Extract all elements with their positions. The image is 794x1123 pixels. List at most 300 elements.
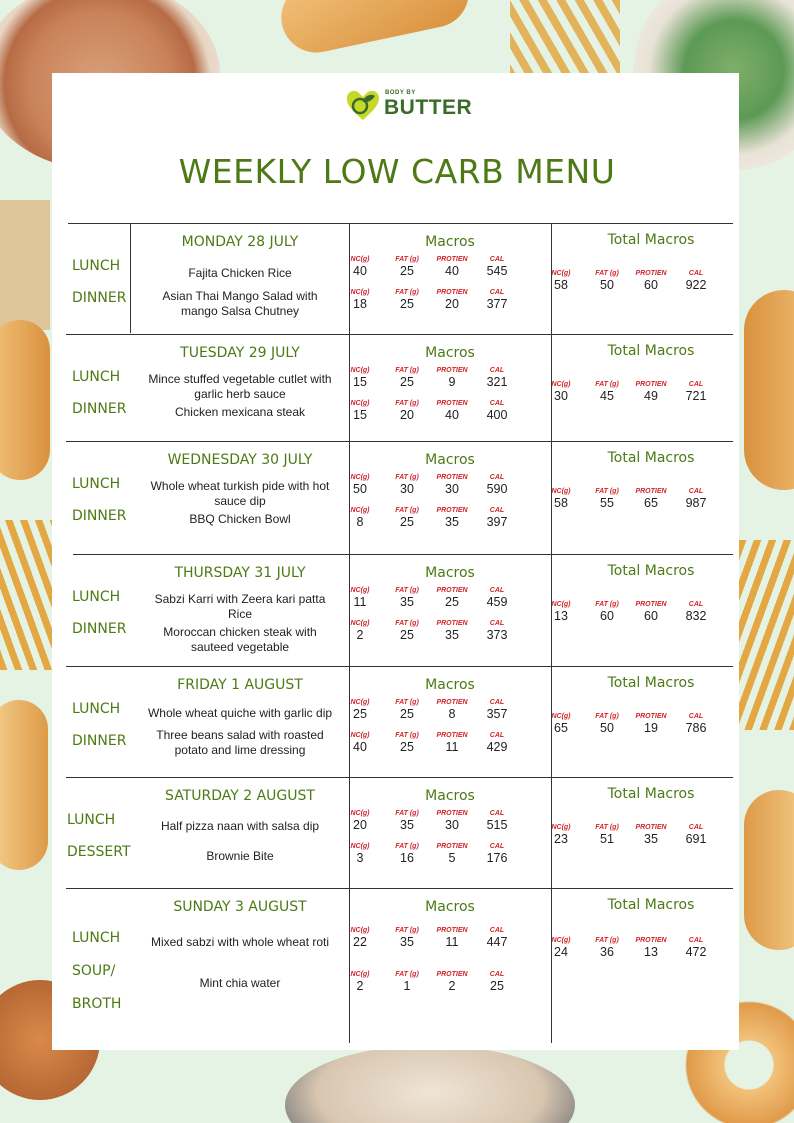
macro-value: 25	[400, 515, 414, 529]
macro-cell	[477, 842, 517, 866]
macro-cell	[387, 586, 427, 610]
total-macro-value: 65	[554, 721, 568, 735]
macro-label: FAT (g)	[395, 810, 419, 817]
total-macro-value: 65	[644, 496, 658, 510]
total-macros-heading: Total Macros	[607, 450, 695, 466]
macro-label: NC(g)	[350, 587, 370, 594]
macro-label: FAT (g)	[395, 256, 419, 263]
total-macro-cell	[631, 936, 671, 960]
macro-label: PROTIEN	[436, 971, 468, 978]
macro-cell	[340, 366, 380, 390]
macro-label: NC(g)	[551, 381, 571, 388]
macro-value: 15	[353, 408, 367, 422]
total-macro-value: 13	[644, 945, 658, 959]
macros-heading: Macros	[425, 788, 475, 804]
macro-cell	[477, 970, 517, 994]
macro-value: 30	[445, 482, 459, 496]
macro-cell	[432, 255, 472, 279]
total-macro-value: 60	[600, 609, 614, 623]
macro-label: PROTIEN	[635, 937, 667, 944]
macro-cell	[432, 366, 472, 390]
macro-label: FAT (g)	[595, 713, 619, 720]
total-macro-value: 922	[685, 278, 707, 292]
macro-label: CAL	[489, 367, 505, 374]
total-macro-cell	[587, 487, 627, 511]
macro-label: FAT (g)	[595, 381, 619, 388]
macro-value: 11	[445, 935, 459, 949]
macro-value: 40	[353, 264, 367, 278]
wheat-image	[510, 0, 620, 80]
total-macro-value: 51	[600, 832, 614, 846]
total-macro-cell	[631, 712, 671, 736]
macro-label: NC(g)	[350, 507, 370, 514]
macro-value: 35	[445, 515, 459, 529]
macro-cell	[432, 809, 472, 833]
macro-label: FAT (g)	[395, 620, 419, 627]
macro-cell	[477, 619, 517, 643]
macro-value: 176	[486, 851, 508, 865]
meal-label: LUNCH	[72, 476, 121, 492]
macro-label: PROTIEN	[635, 824, 667, 831]
macro-label: NC(g)	[350, 927, 370, 934]
total-macro-cell	[631, 269, 671, 293]
total-macro-cell	[587, 269, 627, 293]
macro-cell	[432, 842, 472, 866]
macro-label: FAT (g)	[395, 927, 419, 934]
macro-cell	[432, 399, 472, 423]
macro-value: 50	[353, 482, 367, 496]
macro-value: 397	[486, 515, 508, 529]
macro-cell	[340, 926, 380, 950]
macro-cell	[340, 619, 380, 643]
macro-value: 377	[486, 297, 508, 311]
brand-logo	[345, 86, 473, 126]
macro-label: PROTIEN	[436, 927, 468, 934]
macro-label: FAT (g)	[595, 824, 619, 831]
macro-cell	[477, 698, 517, 722]
macro-value: 447	[486, 935, 508, 949]
dish-name: Mint chia water	[199, 976, 281, 990]
total-macro-value: 50	[600, 721, 614, 735]
macro-label: FAT (g)	[395, 971, 419, 978]
macro-cell	[387, 809, 427, 833]
macro-label: CAL	[489, 289, 505, 296]
macro-value: 590	[486, 482, 508, 496]
macro-label: CAL	[489, 474, 505, 481]
dish-name: Whole wheat quiche with garlic dip	[147, 706, 333, 720]
total-macro-value: 60	[644, 278, 658, 292]
macro-label: FAT (g)	[595, 601, 619, 608]
macro-value: 25	[445, 595, 459, 609]
macro-value: 2	[356, 979, 364, 993]
total-macro-cell	[676, 269, 716, 293]
macro-label: NC(g)	[551, 937, 571, 944]
total-macro-value: 58	[554, 278, 568, 292]
total-macro-cell	[676, 600, 716, 624]
meal-label: DINNER	[72, 290, 127, 306]
total-macro-value: 49	[644, 389, 658, 403]
column-divider	[130, 223, 131, 333]
total-macros-heading: Total Macros	[607, 232, 695, 248]
bread-loaf-image	[744, 290, 794, 490]
macro-label: NC(g)	[350, 699, 370, 706]
row-divider	[68, 223, 733, 224]
day-heading: FRIDAY 1 AUGUST	[177, 677, 303, 693]
macro-cell	[387, 366, 427, 390]
macro-label: NC(g)	[350, 367, 370, 374]
macro-cell	[387, 399, 427, 423]
macro-label: CAL	[688, 381, 704, 388]
total-macro-cell	[631, 823, 671, 847]
macro-cell	[340, 255, 380, 279]
macro-label: CAL	[688, 937, 704, 944]
total-macro-value: 60	[644, 609, 658, 623]
macro-label: CAL	[489, 507, 505, 514]
macro-value: 5	[448, 851, 456, 865]
macro-cell	[340, 809, 380, 833]
macro-value: 25	[400, 707, 414, 721]
macro-label: PROTIEN	[436, 699, 468, 706]
macro-label: FAT (g)	[595, 270, 619, 277]
row-divider	[66, 888, 733, 889]
macro-value: 9	[448, 375, 456, 389]
macro-cell	[477, 473, 517, 497]
macro-value: 321	[486, 375, 508, 389]
row-divider	[66, 334, 733, 335]
macro-label: CAL	[688, 824, 704, 831]
macro-value: 40	[445, 408, 459, 422]
macro-value: 25	[400, 740, 414, 754]
macros-heading: Macros	[425, 452, 475, 468]
macro-value: 8	[448, 707, 456, 721]
macro-label: PROTIEN	[436, 289, 468, 296]
macro-label: CAL	[688, 488, 704, 495]
total-macros-heading: Total Macros	[607, 675, 695, 691]
macro-label: CAL	[489, 620, 505, 627]
macro-value: 1	[403, 979, 411, 993]
macro-label: FAT (g)	[395, 699, 419, 706]
macro-label: CAL	[688, 713, 704, 720]
total-macro-value: 35	[644, 832, 658, 846]
macro-cell	[340, 698, 380, 722]
macro-cell	[387, 970, 427, 994]
macro-label: CAL	[489, 256, 505, 263]
macro-cell	[477, 399, 517, 423]
dish-name: BBQ Chicken Bowl	[189, 512, 291, 526]
macros-heading: Macros	[425, 345, 475, 361]
total-macro-cell	[541, 269, 581, 293]
macro-cell	[432, 473, 472, 497]
total-macro-cell	[541, 936, 581, 960]
macro-label: NC(g)	[350, 620, 370, 627]
dish-name: Sabzi Karri with Zeera kari patta Rice	[154, 592, 326, 621]
total-macro-cell	[631, 380, 671, 404]
macro-value: 2	[356, 628, 364, 642]
meal-label: DINNER	[72, 508, 127, 524]
macro-label: FAT (g)	[395, 732, 419, 739]
dish-name: Half pizza naan with salsa dip	[160, 819, 320, 833]
macro-label: PROTIEN	[436, 810, 468, 817]
macro-value: 25	[353, 707, 367, 721]
macro-label: NC(g)	[350, 843, 370, 850]
macro-value: 3	[356, 851, 364, 865]
total-macro-cell	[676, 823, 716, 847]
total-macro-cell	[587, 600, 627, 624]
macro-label: PROTIEN	[436, 732, 468, 739]
macro-label: CAL	[489, 699, 505, 706]
macro-value: 459	[486, 595, 508, 609]
dish-name: Mince stuffed vegetable cutlet with garlic herb sauce	[148, 372, 332, 401]
macro-label: CAL	[489, 587, 505, 594]
macro-cell	[387, 731, 427, 755]
dish-name: Moroccan chicken steak with sauteed vegetable	[163, 625, 317, 654]
macro-value: 25	[400, 628, 414, 642]
meal-label: LUNCH	[72, 369, 121, 385]
brand-name: BUTTER	[384, 96, 473, 119]
macro-label: CAL	[489, 400, 505, 407]
total-macro-cell	[631, 487, 671, 511]
total-macro-value: 23	[554, 832, 568, 846]
macro-value: 20	[445, 297, 459, 311]
macro-cell	[477, 586, 517, 610]
macro-value: 2	[448, 979, 456, 993]
macro-value: 357	[486, 707, 508, 721]
macro-label: FAT (g)	[395, 507, 419, 514]
macro-label: FAT (g)	[395, 367, 419, 374]
macro-label: NC(g)	[350, 289, 370, 296]
macro-value: 40	[445, 264, 459, 278]
macro-label: NC(g)	[551, 824, 571, 831]
macro-label: CAL	[489, 971, 505, 978]
macro-cell	[340, 731, 380, 755]
macro-label: FAT (g)	[395, 400, 419, 407]
macro-cell	[387, 619, 427, 643]
macro-cell	[387, 698, 427, 722]
macro-cell	[387, 473, 427, 497]
macro-label: CAL	[489, 927, 505, 934]
day-heading: MONDAY 28 JULY	[181, 234, 299, 250]
total-macro-value: 472	[685, 945, 707, 959]
macro-cell	[477, 809, 517, 833]
macro-cell	[432, 970, 472, 994]
macro-cell	[387, 255, 427, 279]
macro-cell	[477, 366, 517, 390]
bread-image	[744, 790, 794, 950]
macro-cell	[340, 586, 380, 610]
macro-label: CAL	[489, 810, 505, 817]
macro-cell	[340, 399, 380, 423]
macro-label: FAT (g)	[595, 488, 619, 495]
total-macro-value: 13	[554, 609, 568, 623]
macro-cell	[477, 731, 517, 755]
dish-name: Fajita Chicken Rice	[188, 266, 292, 280]
page-title: WEEKLY LOW CARB MENU	[178, 152, 616, 191]
macro-label: PROTIEN	[436, 400, 468, 407]
meal-label: DINNER	[72, 621, 127, 637]
macro-label: PROTIEN	[436, 620, 468, 627]
total-macro-value: 832	[685, 609, 707, 623]
macro-cell	[477, 926, 517, 950]
total-macro-value: 55	[600, 496, 614, 510]
macro-label: NC(g)	[350, 400, 370, 407]
day-heading: THURSDAY 31 JULY	[174, 565, 306, 581]
macro-label: PROTIEN	[635, 713, 667, 720]
total-macros-heading: Total Macros	[607, 563, 695, 579]
total-macro-cell	[676, 380, 716, 404]
macro-cell	[340, 970, 380, 994]
total-macro-cell	[631, 600, 671, 624]
macro-label: PROTIEN	[635, 601, 667, 608]
macro-cell	[477, 288, 517, 312]
macro-label: CAL	[489, 732, 505, 739]
macro-cell	[477, 255, 517, 279]
macro-label: FAT (g)	[395, 474, 419, 481]
total-macro-value: 24	[554, 945, 568, 959]
macro-label: PROTIEN	[436, 256, 468, 263]
total-macro-value: 786	[685, 721, 707, 735]
total-macro-cell	[587, 380, 627, 404]
total-macro-cell	[541, 823, 581, 847]
macro-label: NC(g)	[350, 474, 370, 481]
row-divider	[66, 666, 733, 667]
macro-cell	[340, 288, 380, 312]
macro-value: 22	[353, 935, 367, 949]
macro-cell	[432, 288, 472, 312]
macro-value: 35	[400, 595, 414, 609]
macro-label: NC(g)	[551, 488, 571, 495]
hummus-bowl-image	[285, 1045, 575, 1123]
macro-cell	[432, 731, 472, 755]
macro-value: 11	[353, 595, 367, 609]
macro-value: 8	[356, 515, 364, 529]
macro-label: FAT (g)	[395, 587, 419, 594]
macro-label: PROTIEN	[635, 488, 667, 495]
total-macro-cell	[541, 380, 581, 404]
bread-image	[0, 700, 48, 870]
macro-value: 11	[445, 740, 459, 754]
macro-value: 429	[486, 740, 508, 754]
macro-cell	[432, 698, 472, 722]
macro-value: 35	[445, 628, 459, 642]
day-heading: WEDNESDAY 30 JULY	[167, 452, 313, 468]
macro-label: CAL	[688, 601, 704, 608]
macro-label: PROTIEN	[436, 587, 468, 594]
meal-label: DINNER	[72, 401, 127, 417]
macro-label: PROTIEN	[436, 843, 468, 850]
dish-name: Chicken mexicana steak	[174, 405, 306, 419]
row-divider	[66, 777, 733, 778]
macro-value: 15	[353, 375, 367, 389]
macro-value: 25	[400, 297, 414, 311]
macro-label: NC(g)	[350, 732, 370, 739]
total-macro-value: 36	[600, 945, 614, 959]
brand-tagline: BODY BY	[385, 90, 416, 96]
macro-value: 16	[400, 851, 414, 865]
total-macro-value: 50	[600, 278, 614, 292]
total-macro-value: 691	[685, 832, 707, 846]
meal-label: LUNCH	[72, 589, 121, 605]
dish-name: Whole wheat turkish pide with hot sauce dip	[150, 479, 330, 508]
meal-label: BROTH	[72, 996, 122, 1012]
macro-label: NC(g)	[350, 971, 370, 978]
macros-heading: Macros	[425, 565, 475, 581]
macro-value: 40	[353, 740, 367, 754]
day-heading: SATURDAY 2 AUGUST	[165, 788, 315, 804]
macro-value: 30	[400, 482, 414, 496]
macro-label: CAL	[688, 270, 704, 277]
macro-label: PROTIEN	[635, 381, 667, 388]
macro-cell	[340, 842, 380, 866]
meal-label: DESSERT	[67, 844, 131, 860]
macro-cell	[340, 473, 380, 497]
meal-label: LUNCH	[72, 930, 121, 946]
macro-value: 35	[400, 818, 414, 832]
total-macro-cell	[541, 712, 581, 736]
macro-value: 18	[353, 297, 367, 311]
macro-cell	[432, 926, 472, 950]
macro-label: FAT (g)	[395, 289, 419, 296]
total-macro-cell	[676, 487, 716, 511]
total-macros-heading: Total Macros	[607, 897, 695, 913]
total-macro-cell	[541, 600, 581, 624]
dish-name: Three beans salad with roasted potato and lime dressing	[156, 728, 324, 757]
macros-heading: Macros	[425, 234, 475, 250]
meal-label: LUNCH	[72, 701, 121, 717]
dish-name: Asian Thai Mango Salad with mango Salsa Chutney	[162, 289, 318, 318]
macro-cell	[387, 506, 427, 530]
row-divider	[66, 441, 733, 442]
pretzel-bag-image	[0, 200, 50, 330]
macro-label: NC(g)	[350, 256, 370, 263]
macro-label: CAL	[489, 843, 505, 850]
macro-value: 20	[400, 408, 414, 422]
macro-label: NC(g)	[551, 713, 571, 720]
meal-label: LUNCH	[67, 812, 116, 828]
day-heading: TUESDAY 29 JULY	[180, 345, 300, 361]
macro-cell	[432, 619, 472, 643]
dish-name: Brownie Bite	[206, 849, 274, 863]
macro-value: 30	[445, 818, 459, 832]
total-macro-value: 45	[600, 389, 614, 403]
macro-cell	[387, 842, 427, 866]
macro-cell	[340, 506, 380, 530]
macro-label: NC(g)	[551, 601, 571, 608]
total-macro-cell	[676, 712, 716, 736]
heart-leaf-icon	[345, 88, 381, 122]
macro-label: PROTIEN	[436, 367, 468, 374]
macro-value: 25	[400, 264, 414, 278]
macro-value: 373	[486, 628, 508, 642]
meal-label: LUNCH	[72, 258, 121, 274]
macro-cell	[432, 506, 472, 530]
macro-value: 35	[400, 935, 414, 949]
day-heading: SUNDAY 3 AUGUST	[173, 899, 307, 915]
macro-label: NC(g)	[350, 810, 370, 817]
macro-cell	[477, 506, 517, 530]
wheat-image	[0, 520, 55, 670]
total-macro-cell	[541, 487, 581, 511]
macro-label: PROTIEN	[635, 270, 667, 277]
total-macro-cell	[587, 823, 627, 847]
macro-label: FAT (g)	[595, 937, 619, 944]
macro-value: 25	[490, 979, 504, 993]
total-macro-value: 58	[554, 496, 568, 510]
total-macros-heading: Total Macros	[607, 343, 695, 359]
meal-label: DINNER	[72, 733, 127, 749]
macro-cell	[387, 288, 427, 312]
total-macro-cell	[587, 712, 627, 736]
macros-heading: Macros	[425, 899, 475, 915]
